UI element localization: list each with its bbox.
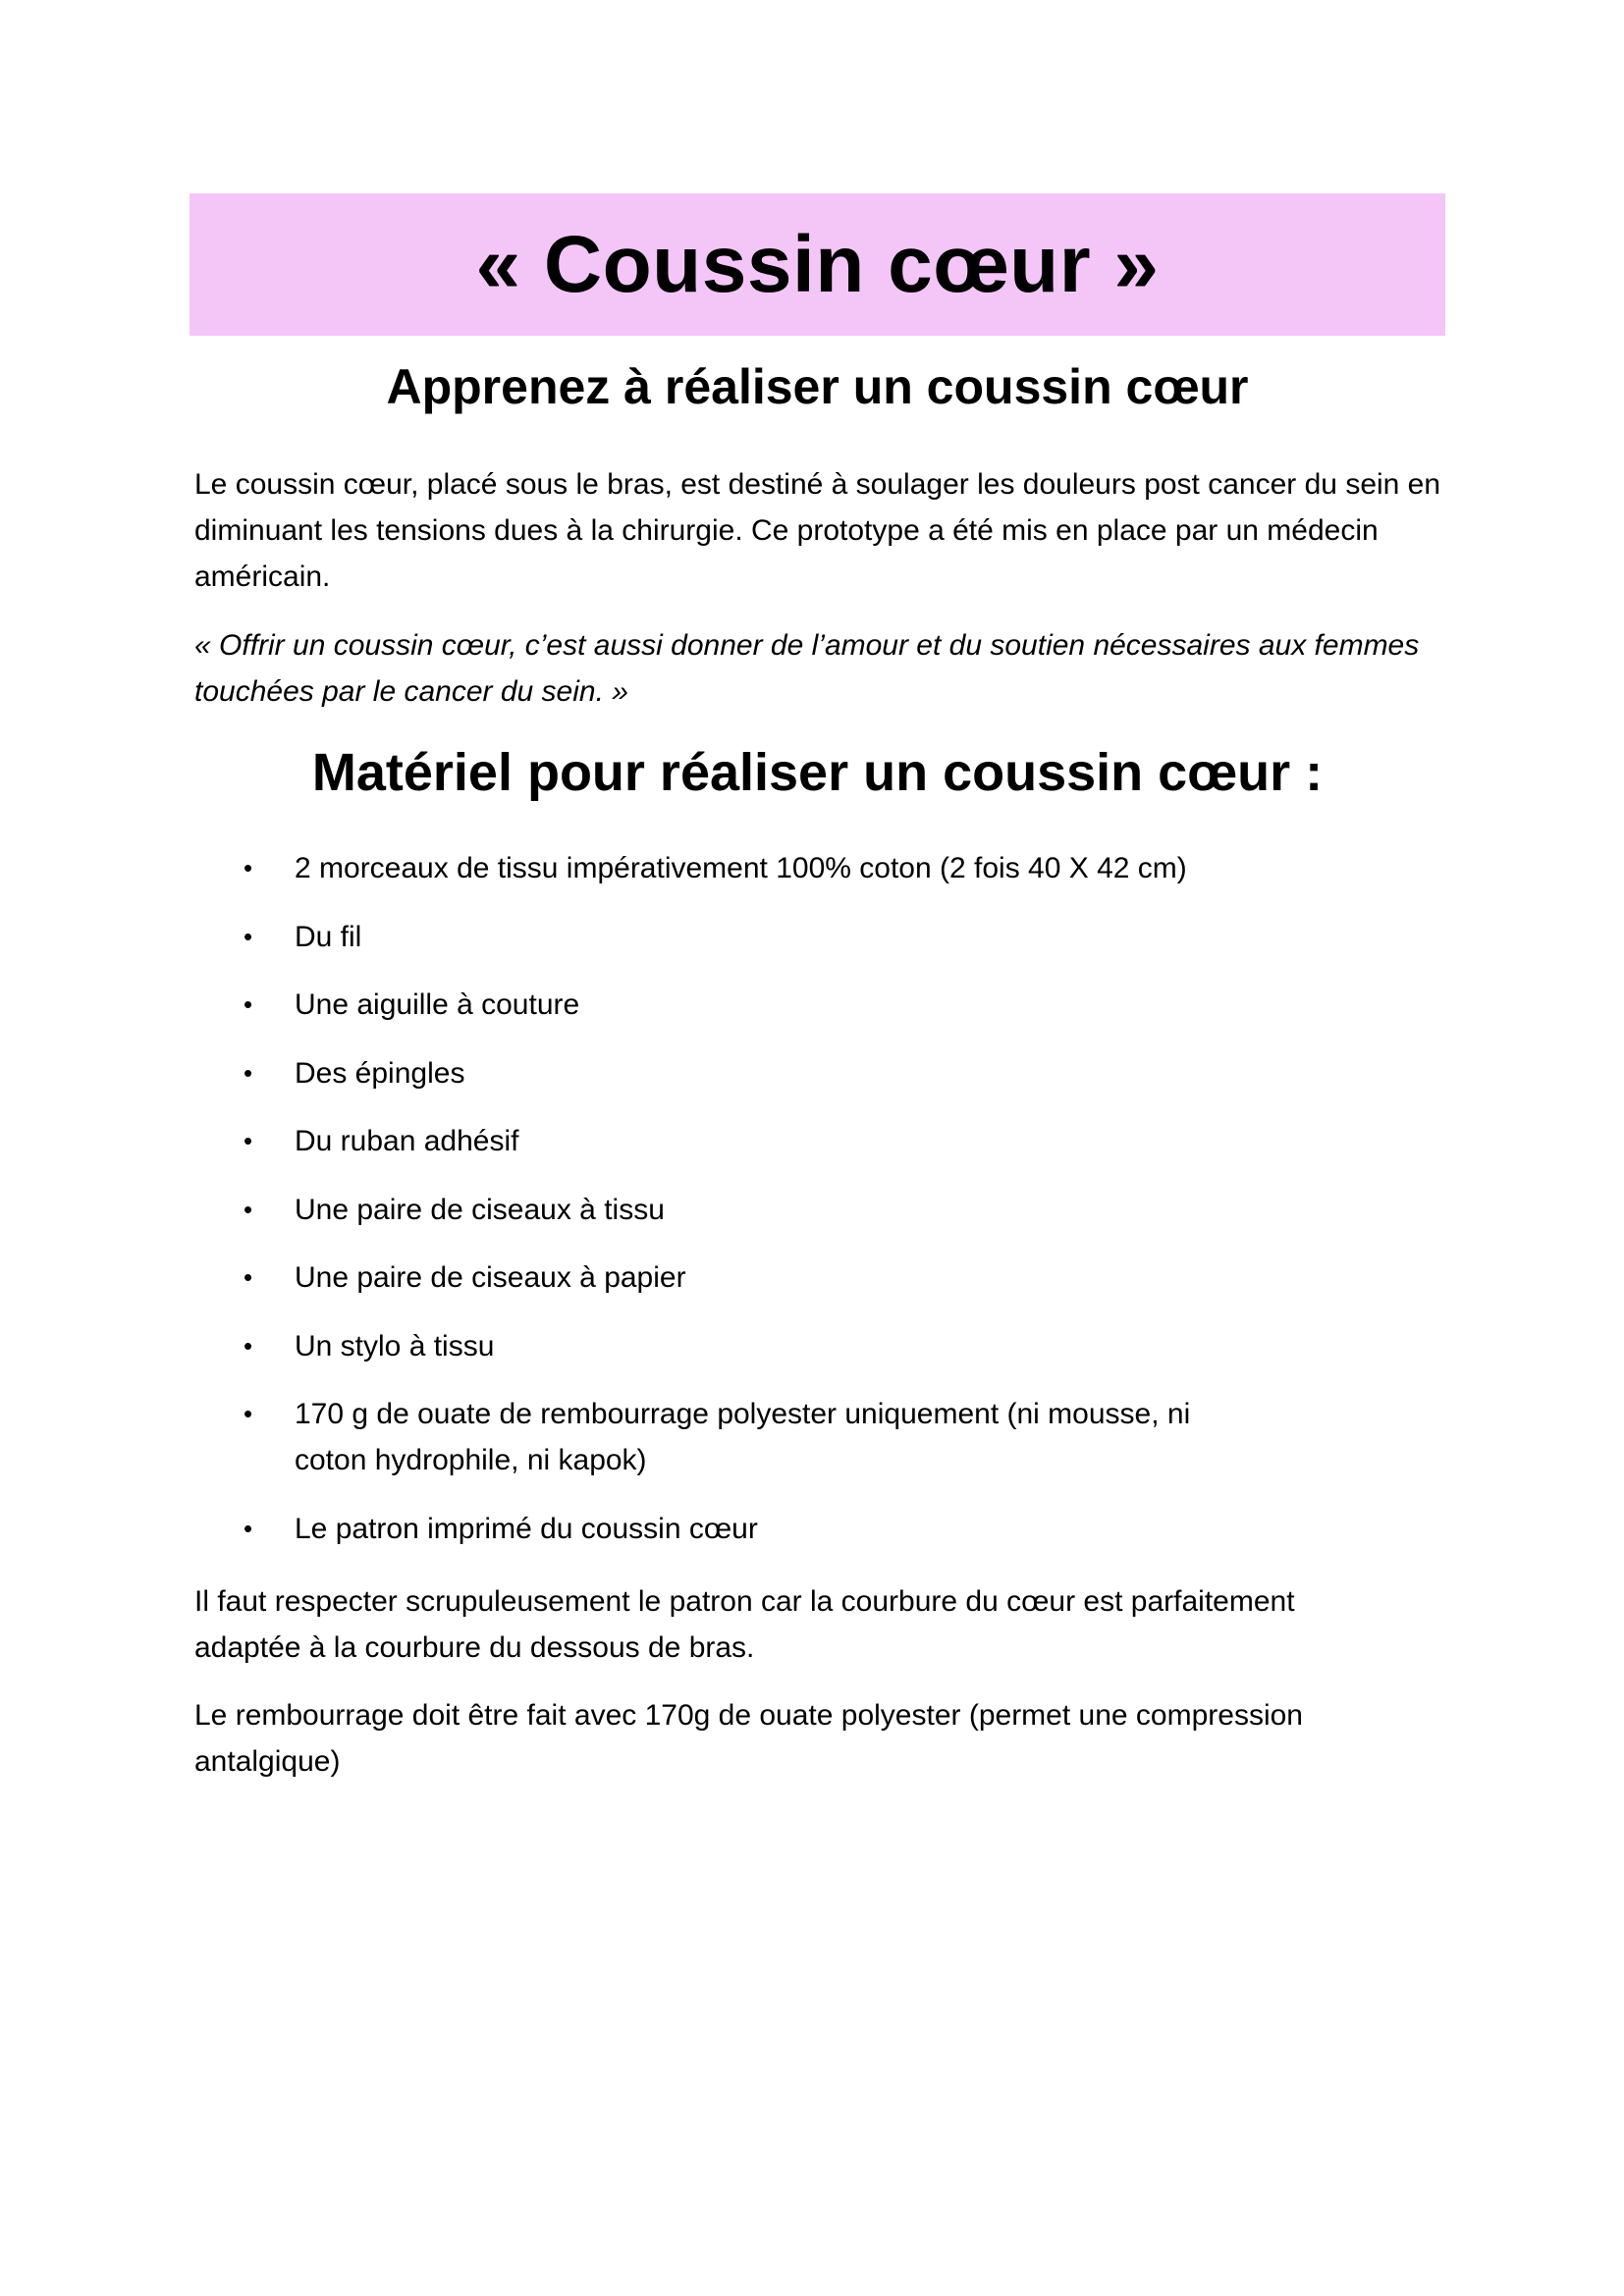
materials-list <box>194 845 1461 1574</box>
bullet-icon: • <box>244 1262 253 1292</box>
title-banner <box>189 193 1445 336</box>
bullet-icon: • <box>244 1513 253 1543</box>
list-item: • Une aiguille à couture <box>194 982 1461 1028</box>
list-item: • Un stylo à tissu <box>194 1323 1461 1369</box>
document-title: « Coussin cœur » <box>475 219 1160 309</box>
bullet-icon: • <box>244 853 253 882</box>
bullet-icon: • <box>244 1330 253 1361</box>
bullet-icon: • <box>244 1194 253 1224</box>
stuffing-note-paragraph: Le rembourrage doit être fait avec 170g de ouate polyester (permet une compression antalgique) <box>194 1699 1303 1778</box>
intro-paragraph: Le coussin cœur, placé sous le bras, est destiné à soulager les douleurs post cancer du sein en diminuant les tensions dues à la chirurgie. Ce prototype a été mis en place par un médecin américain. <box>194 468 1441 593</box>
list-item: • Du fil <box>194 914 1461 960</box>
list-item: • 2 morceaux de tissu impérativement 100% coton (2 fois 40 X 42 cm) <box>194 845 1461 891</box>
bullet-icon: • <box>244 1399 253 1428</box>
list-item: • Le patron imprimé du coussin cœur <box>194 1506 1461 1552</box>
list-item: • Une paire de ciseaux à papier <box>194 1255 1461 1301</box>
list-item: • Du ruban adhésif <box>194 1118 1461 1164</box>
list-item: • Des épingles <box>194 1050 1461 1096</box>
quote-paragraph: « Offrir un coussin cœur, c’est aussi donner de l’amour et du soutien nécessaires aux femmes touchées par le cancer du sein. » <box>194 629 1420 708</box>
list-item: • Une paire de ciseaux à tissu <box>194 1187 1461 1233</box>
materials-heading: Matériel pour réaliser un coussin cœur : <box>311 743 1324 802</box>
list-item: • 170 g de ouate de rembourrage polyester uniquement (ni mousse, ni coton hydrophile, ni kapok) <box>194 1391 1461 1483</box>
bullet-icon: • <box>244 1126 253 1155</box>
bullet-icon: • <box>244 989 253 1019</box>
pattern-note-paragraph: Il faut respecter scrupuleusement le patron car la courbure du cœur est parfaitement adaptée à la courbure du dessous de bras. <box>194 1585 1295 1664</box>
subtitle: Apprenez à réaliser un coussin cœur <box>386 359 1249 414</box>
bullet-icon: • <box>244 1057 253 1088</box>
bullet-icon: • <box>244 921 253 951</box>
